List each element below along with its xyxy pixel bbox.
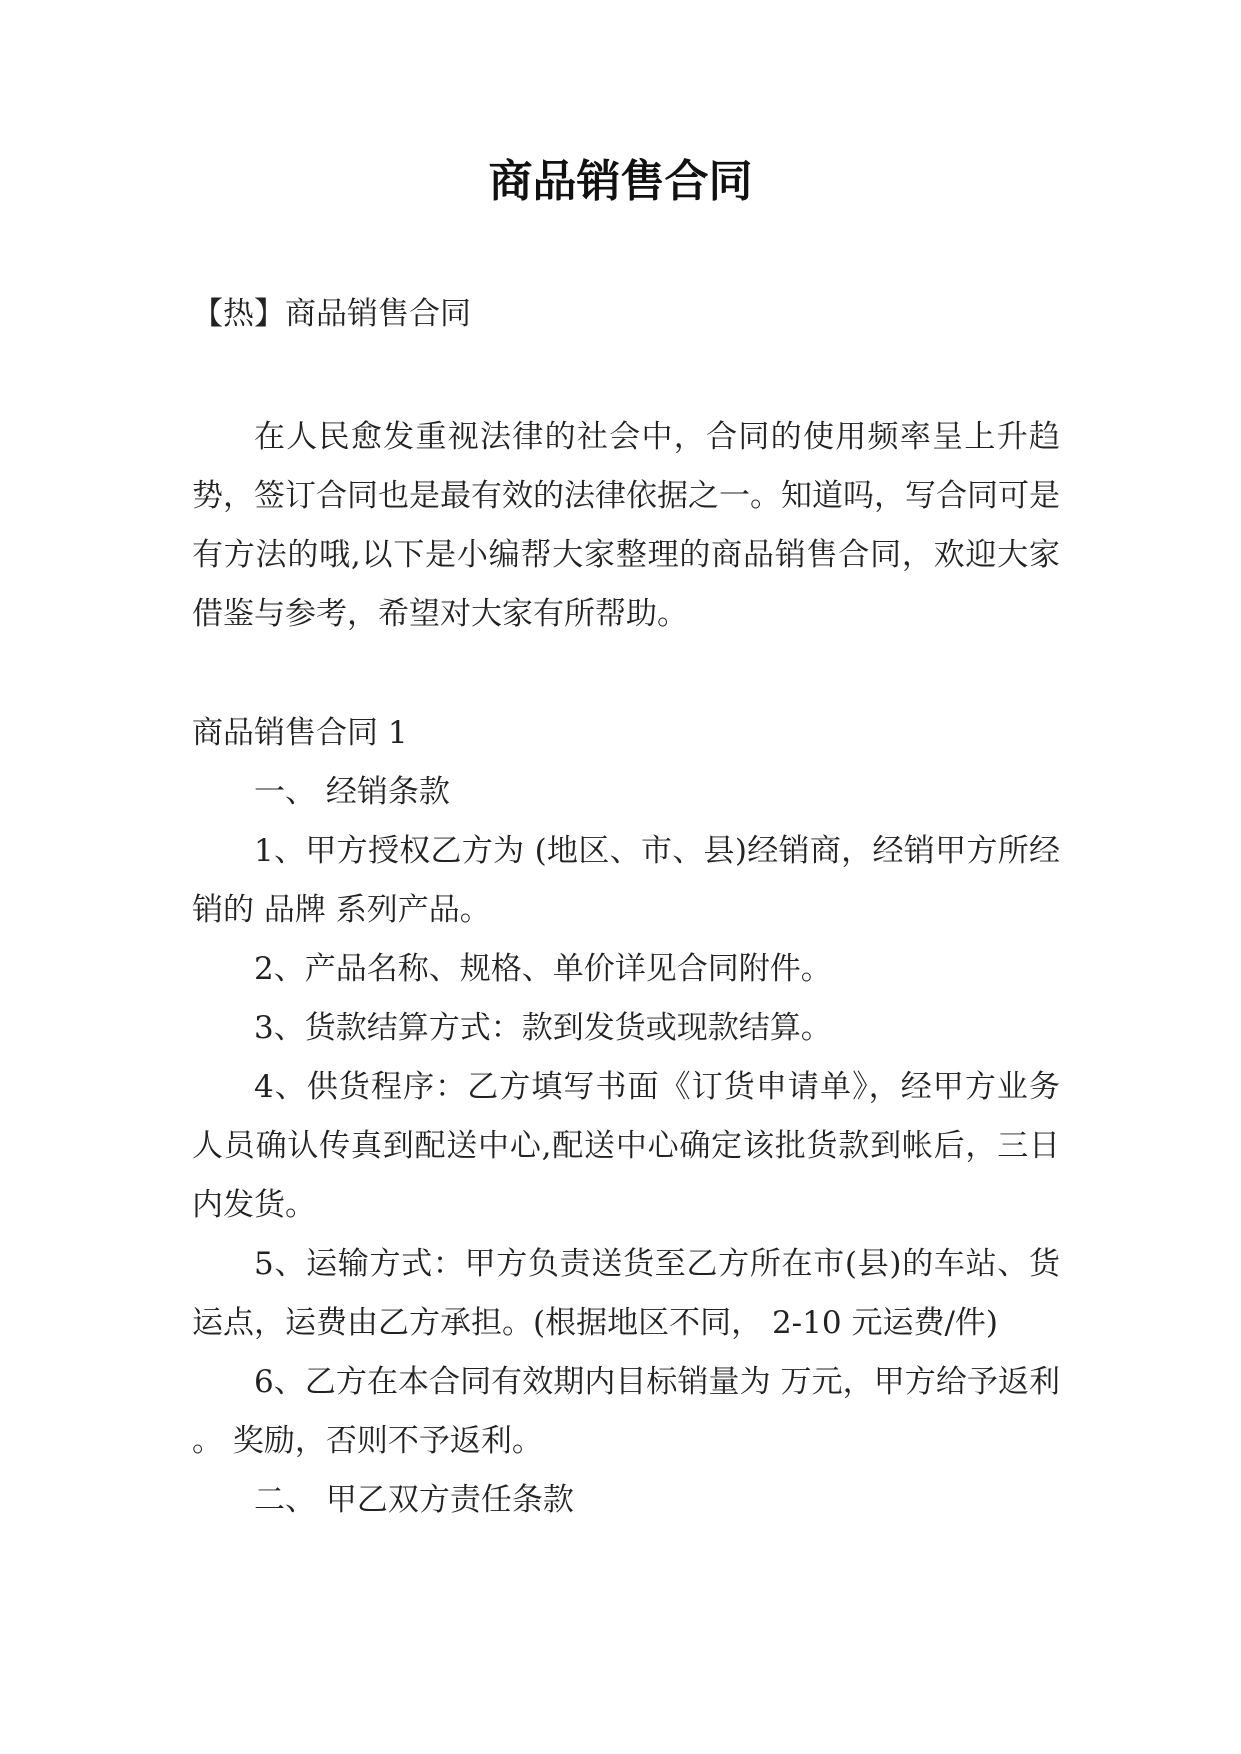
clause-5: 5、运输方式：甲方负责送货至乙方所在市(县)的车站、货运点，运费由乙方承担。(根据地区不同， 2-10 元运费/件)	[192, 1246, 1060, 1341]
document-title: 商品销售合同	[488, 156, 753, 207]
intro-paragraph: 在人民愈发重视法律的社会中，合同的使用频率呈上升趋势，签订合同也是最有效的法律依据之一。知道吗，写合同可是有方法的哦,以下是小编帮大家整理的商品销售合同，欢迎大家借鉴与参考，希望对大家有所帮助。	[192, 419, 1060, 632]
clause-6: 6、乙方在本合同有效期内目标销量为 万元，甲方给予返利 。 奖励，否则不予返利。	[192, 1364, 1060, 1459]
document-body	[192, 408, 1060, 1530]
clause-4: 4、供货程序：乙方填写书面《订货申请单》，经甲方业务人员确认传真到配送中心,配送中心确定该批货款到帐后，三日内发货。	[192, 1069, 1060, 1223]
section-heading: 商品销售合同 1	[192, 715, 408, 751]
clause-3: 3、货款结算方式：款到发货或现款结算。	[254, 1010, 832, 1046]
part-heading-2: 二、 甲乙双方责任条款	[254, 1482, 574, 1518]
clause-1: 1、甲方授权乙方为 (地区、市、县)经销商，经销甲方所经销的 品牌 系列产品。	[192, 833, 1060, 928]
document-subtitle: 【热】商品销售合同	[192, 296, 471, 332]
part-heading-1: 一、 经销条款	[254, 774, 450, 810]
clause-2: 2、产品名称、规格、单价详见合同附件。	[254, 951, 832, 987]
